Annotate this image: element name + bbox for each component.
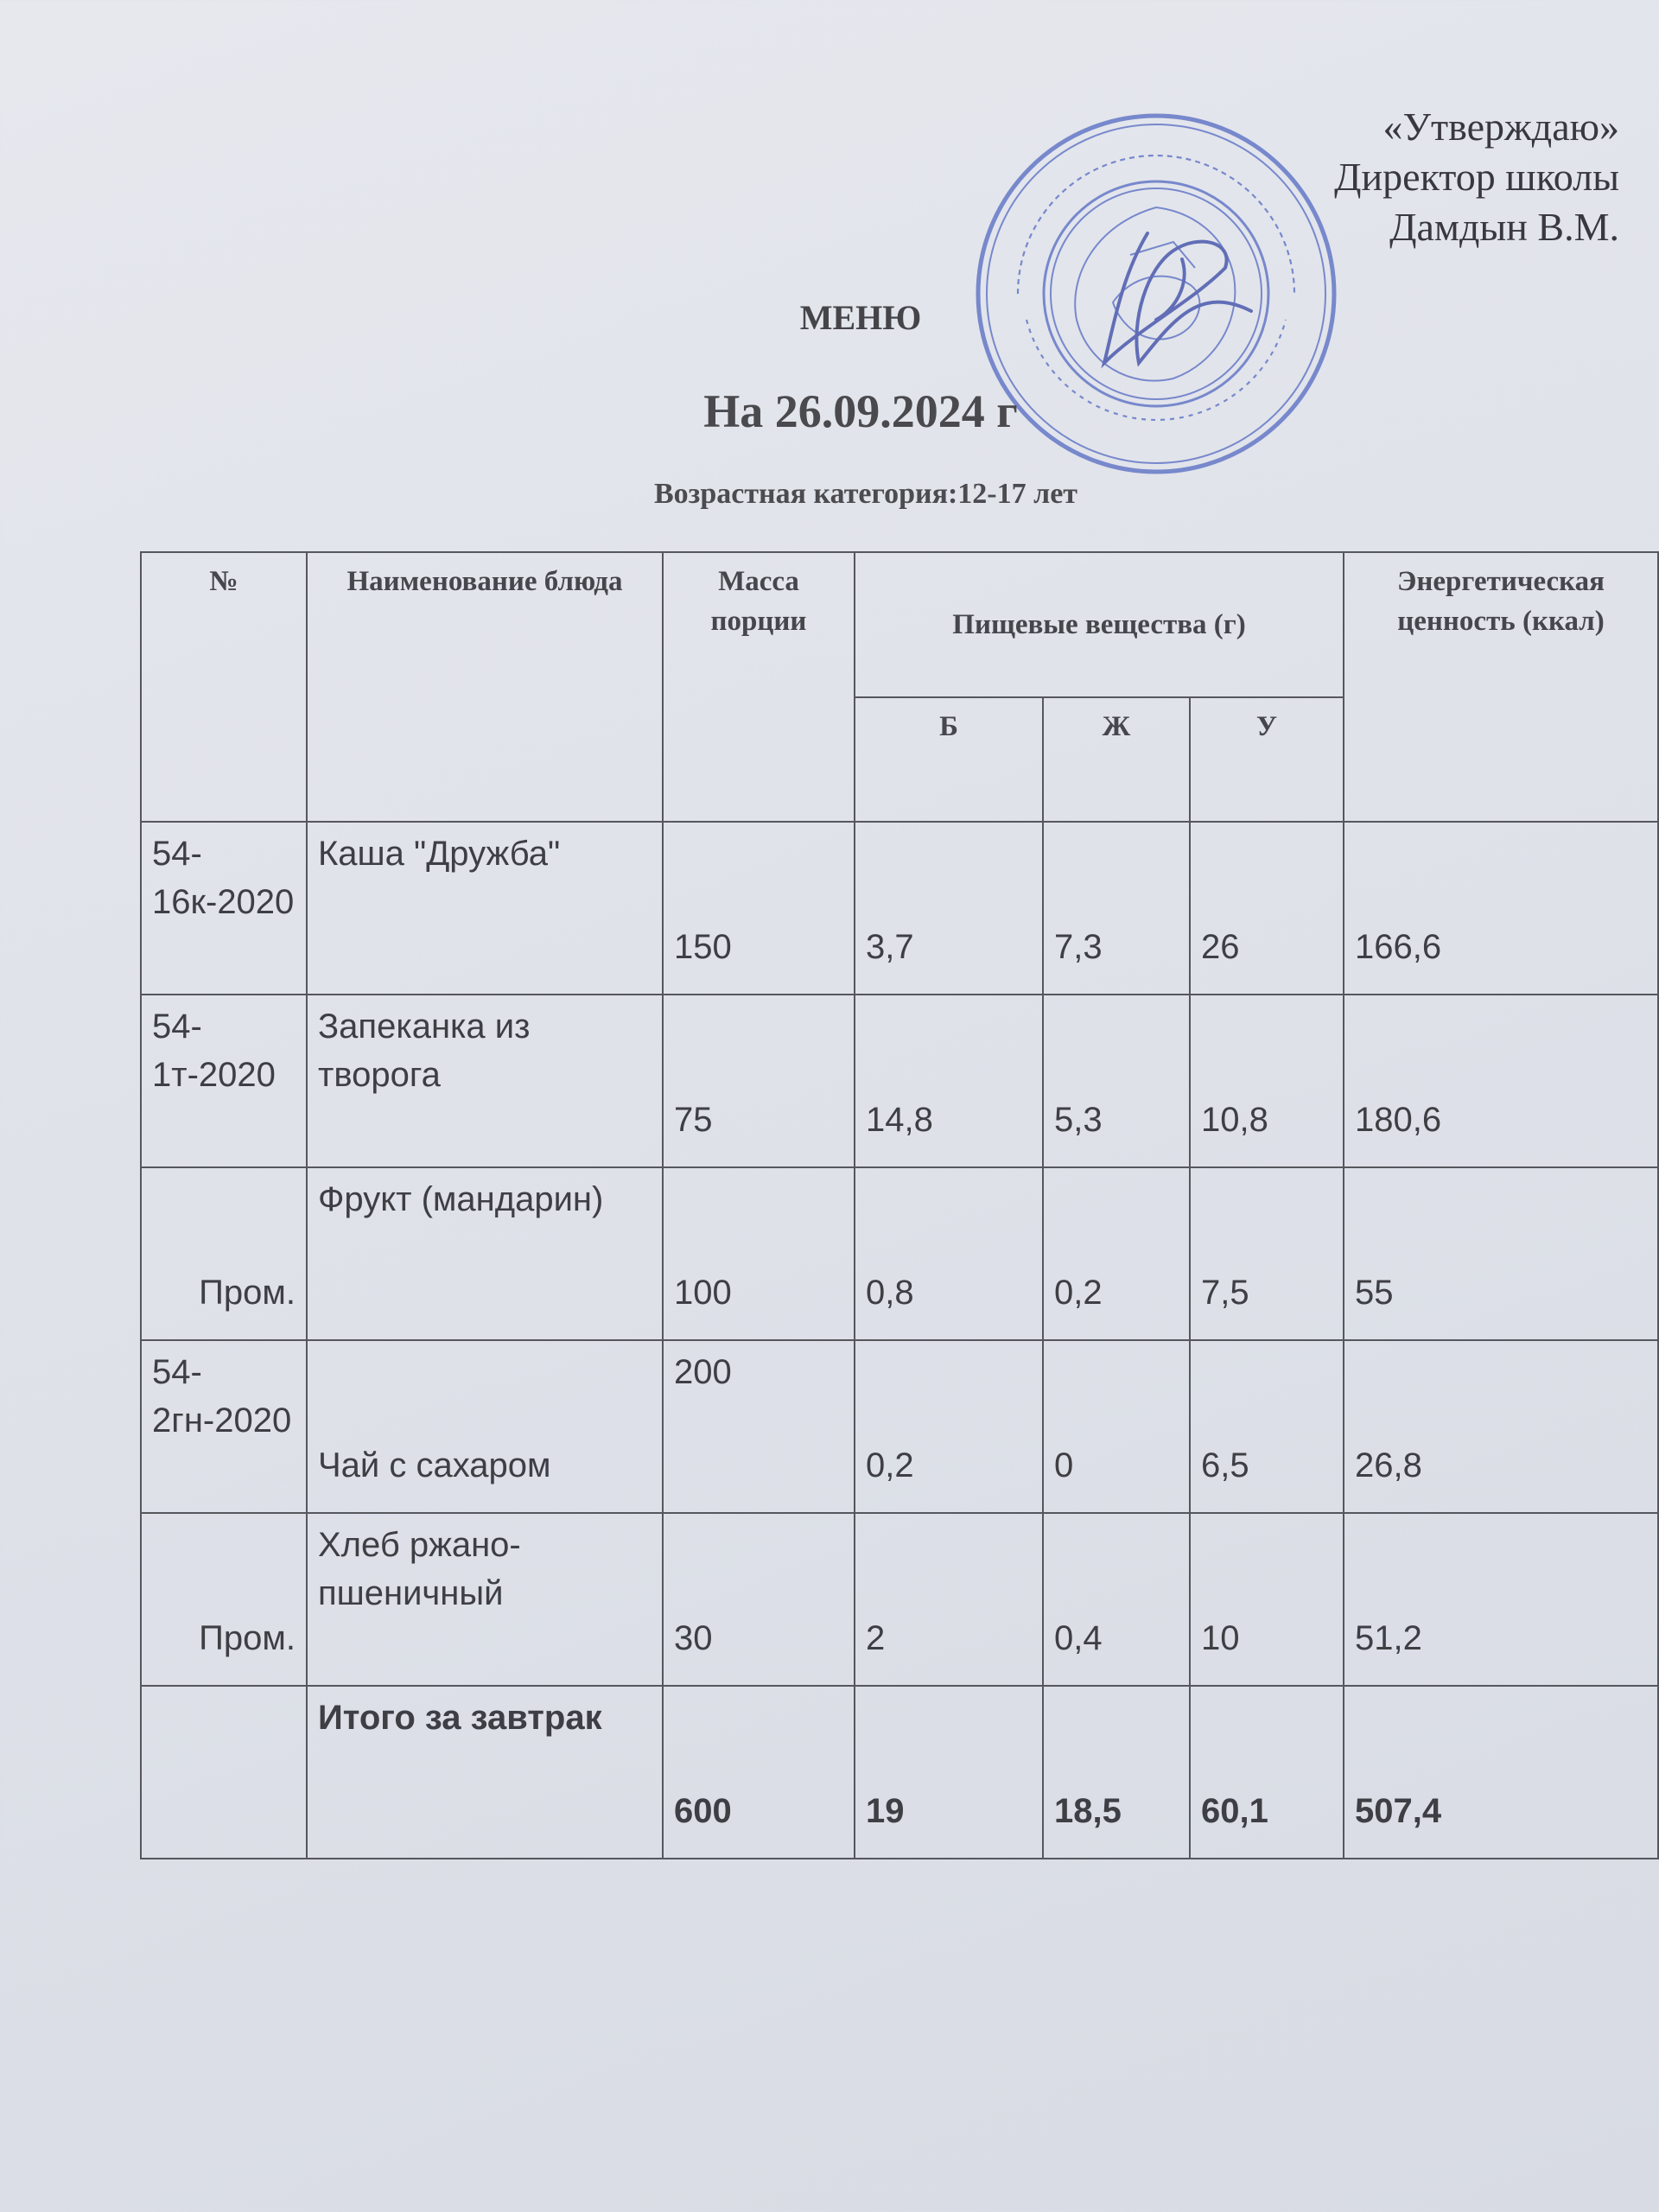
dish-proteins: 14,8 (855, 995, 1043, 1167)
total-carbs: 60,1 (1190, 1686, 1344, 1859)
total-mass: 600 (663, 1686, 855, 1859)
dish-mass: 100 (663, 1167, 855, 1340)
header-proteins: Б (855, 697, 1043, 822)
dish-carbs: 7,5 (1190, 1167, 1344, 1340)
dish-code: Пром. (141, 1513, 307, 1686)
dish-fats: 0 (1043, 1340, 1190, 1513)
dish-carbs: 26 (1190, 822, 1344, 995)
dish-code: 54-1т-2020 (141, 995, 307, 1167)
dish-energy: 55 (1344, 1167, 1658, 1340)
page-title: МЕНЮ (799, 298, 922, 337)
age-category: Возрастная категория:12-17 лет (653, 478, 1077, 510)
dish-energy: 166,6 (1344, 822, 1658, 995)
total-energy: 507,4 (1344, 1686, 1658, 1859)
dish-mass: 30 (663, 1513, 855, 1686)
header-dish-name: Наименование блюда (307, 552, 663, 822)
dish-proteins: 0,8 (855, 1167, 1043, 1340)
dish-energy: 180,6 (1344, 995, 1658, 1167)
table-row (141, 822, 1658, 995)
dish-name: Чай с сахаром (307, 1340, 663, 1513)
menu-table (140, 551, 1659, 1859)
header-number: № (141, 552, 307, 822)
dish-name: Запеканка из творога (307, 995, 663, 1167)
total-proteins: 19 (855, 1686, 1043, 1859)
approval-position: Директор школы (1334, 155, 1619, 199)
total-code (141, 1686, 307, 1859)
header-portion-mass: Масса порции (663, 552, 855, 822)
header-energy: Энергетическая ценность (ккал) (1344, 552, 1658, 822)
dish-fats: 5,3 (1043, 995, 1190, 1167)
dish-mass: 75 (663, 995, 855, 1167)
dish-proteins: 2 (855, 1513, 1043, 1686)
dish-fats: 0,2 (1043, 1167, 1190, 1340)
dish-code: Пром. (141, 1167, 307, 1340)
dish-fats: 7,3 (1043, 822, 1190, 995)
dish-proteins: 3,7 (855, 822, 1043, 995)
dish-code: 54-2гн-2020 (141, 1340, 307, 1513)
table-row (141, 1340, 1658, 1513)
dish-mass: 200 (663, 1340, 855, 1513)
dish-energy: 26,8 (1344, 1340, 1658, 1513)
dish-name: Хлеб ржано-пшеничный (307, 1513, 663, 1686)
dish-carbs: 10 (1190, 1513, 1344, 1686)
dish-carbs: 10,8 (1190, 995, 1344, 1167)
header-carbs: У (1190, 697, 1344, 822)
table-row (141, 1513, 1658, 1686)
dish-fats: 0,4 (1043, 1513, 1190, 1686)
table-row (141, 1167, 1658, 1340)
total-fats: 18,5 (1043, 1686, 1190, 1859)
dish-name: Фрукт (мандарин) (307, 1167, 663, 1340)
approval-signer: Дамдын В.М. (1389, 205, 1619, 249)
dish-energy: 51,2 (1344, 1513, 1658, 1686)
total-row (141, 1686, 1658, 1859)
dish-proteins: 0,2 (855, 1340, 1043, 1513)
dish-code: 54-16к-2020 (141, 822, 307, 995)
menu-date: На 26.09.2024 г (703, 385, 1018, 437)
approval-block (1334, 102, 1619, 252)
header-nutrients: Пищевые вещества (г) (855, 552, 1344, 697)
approval-label: «Утверждаю» (1382, 105, 1619, 149)
dish-name: Каша "Дружба" (307, 822, 663, 995)
table-row (141, 995, 1658, 1167)
header-fats: Ж (1043, 697, 1190, 822)
total-label: Итого за завтрак (307, 1686, 663, 1859)
dish-carbs: 6,5 (1190, 1340, 1344, 1513)
dish-mass: 150 (663, 822, 855, 995)
